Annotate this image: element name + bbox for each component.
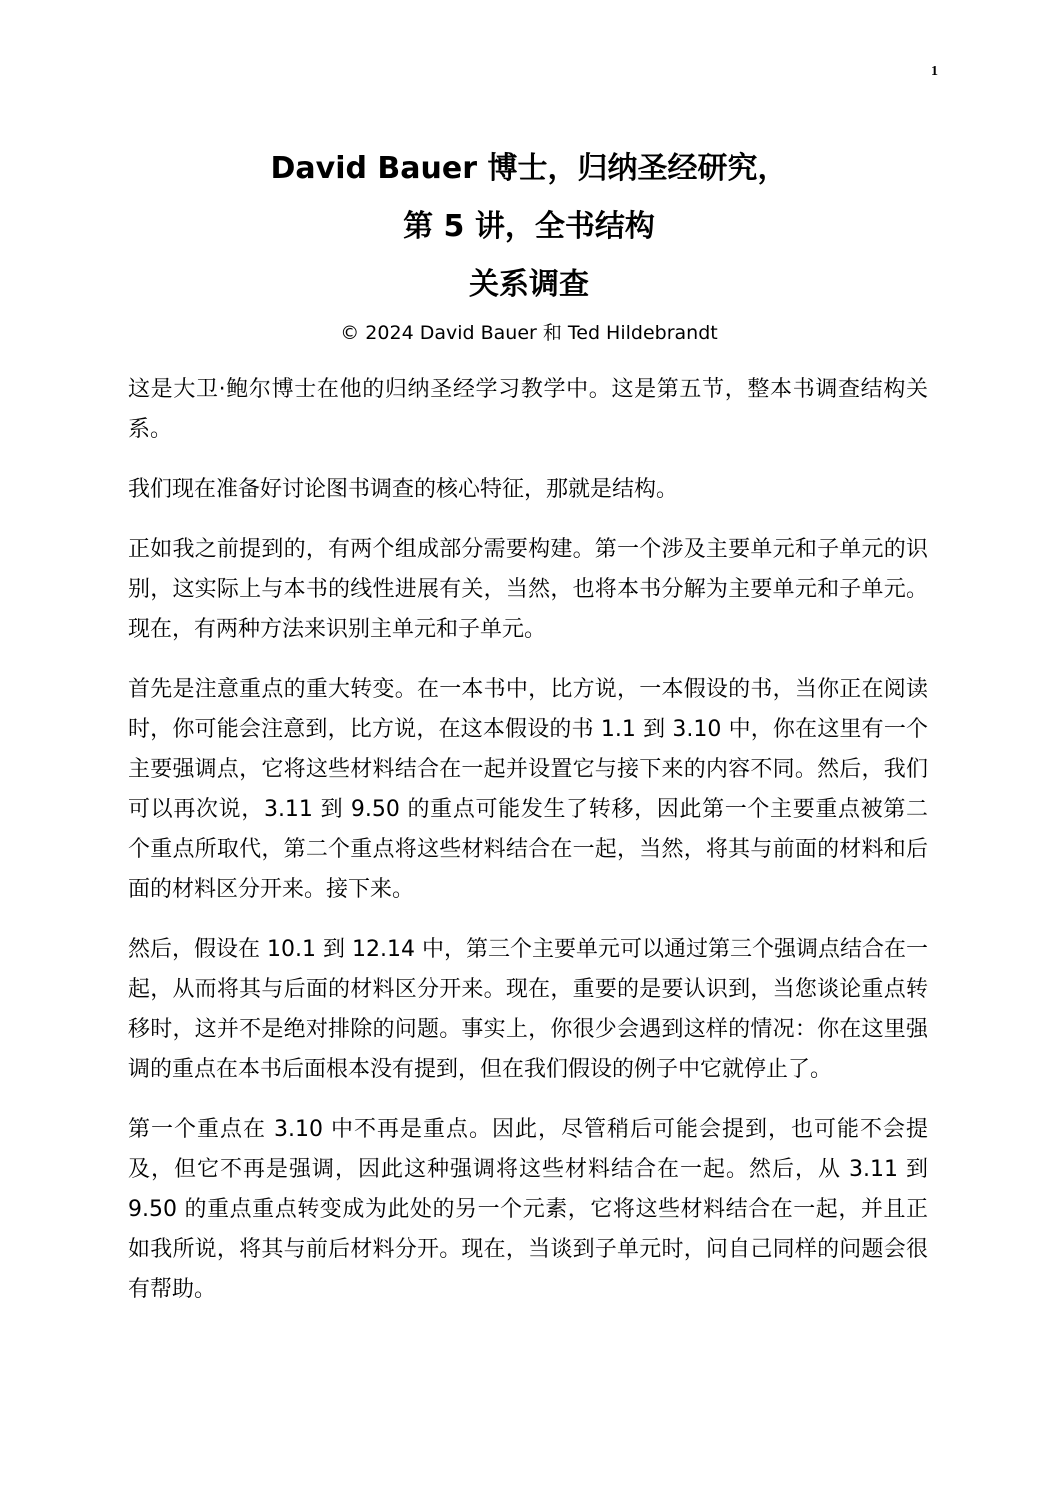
document-header: [0, 140, 1058, 350]
paragraph: 第一个重点在 3.10 中不再是重点。因此，尽管稍后可能会提到，也可能不会提及，但它不再是强调，因此这种强调将这些材料结合在一起。然后，从 3.11 到 9.50 的重点重点转变成为此处的另一个元素，它将这些材料结合在一起，并且正如我所说，将其与前后材料分开。现在，当谈到子单元时，问自己同样的问题会很有帮助。: [128, 1117, 928, 1302]
paragraph: 这是大卫·鲍尔博士在他的归纳圣经学习教学中。这是第五节，整本书调查结构关系。: [128, 377, 928, 442]
copyright-line: © 2024 David Bauer 和 Ted Hildebrandt: [340, 322, 718, 344]
paragraph: 我们现在准备好讨论图书调查的核心特征，那就是结构。: [128, 477, 679, 502]
document-body: [128, 370, 928, 1330]
paragraph: 然后，假设在 10.1 到 12.14 中，第三个主要单元可以通过第三个强调点结合在一起，从而将其与后面的材料区分开来。现在，重要的是要认识到，当您谈论重点转移时，这并不是绝对排除的问题。事实上，你很少会遇到这样的情况：你在这里强调的重点在本书后面根本没有提到，但在我们假设的例子中它就停止了。: [128, 937, 928, 1082]
title-line-1: David Bauer 博士，归纳圣经研究，: [270, 151, 788, 186]
paragraph: 首先是注意重点的重大转变。在一本书中，比方说，一本假设的书，当你正在阅读时，你可能会注意到，比方说，在这本假设的书 1.1 到 3.10 中，你在这里有一个主要强调点，它将这些材料结合在一起并设置它与接下来的内容不同。然后，我们可以再次说，3.11 到 9.50 的重点可能发生了转移，因此第一个主要重点被第二个重点所取代，第二个重点将这些材料结合在一起，当然，将其与前面的材料和后面的材料区分开来。接下来。: [128, 677, 928, 902]
title-line-2: 第 5 讲，全书结构: [403, 209, 655, 244]
title-line-3: 关系调查: [469, 267, 589, 302]
paragraph: 正如我之前提到的，有两个组成部分需要构建。第一个涉及主要单元和子单元的识别，这实际上与本书的线性进展有关，当然，也将本书分解为主要单元和子单元。现在，有两种方法来识别主单元和子单元。: [128, 537, 928, 642]
page-number: 1: [931, 64, 938, 79]
